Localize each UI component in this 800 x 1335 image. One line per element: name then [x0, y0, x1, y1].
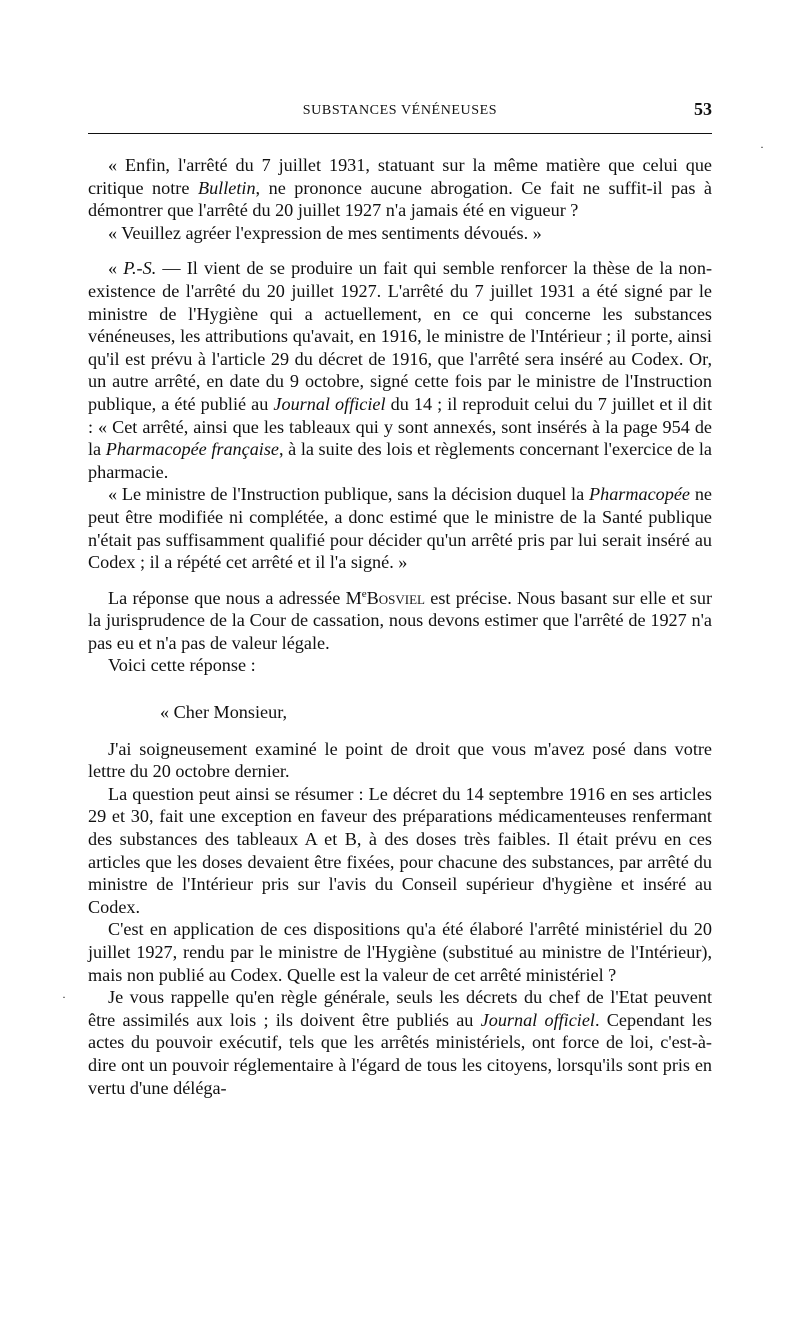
book-page	[88, 0, 712, 1099]
paragraph-6: Voici cette réponse :	[108, 655, 256, 676]
paragraph-5: La réponse que nous a adressée MeBosviel est précise. Nous basant sur elle et sur la jurisprudence de la Cour de cassation, nous devons estimer que l'arrêté de 1927 n'a pas eu et n'a pas de valeur légale.	[88, 587, 712, 653]
header-rule	[88, 133, 712, 134]
paragraph-8: J'ai soigneusement examiné le point de droit que vous m'avez posé dans votre lettre du 20 octobre dernier.	[88, 738, 712, 782]
paragraph-4: « Le ministre de l'Instruction publique, sans la décision duquel la Pharmacopée ne peut être modifiée ni complétée, a donc estimé que le ministre de la Santé publique n'était pas suffisamment qualifié pour décider qu'un arrêté pris par lui serait inséré au Codex ; il a répété cet arrêté et il l'a signé. »	[88, 484, 712, 573]
margin-dot-top: ·	[760, 140, 764, 154]
paragraph-3: « P.-S. — Il vient de se produire un fait qui semble renforcer la thèse de la non-existence de l'arrêté du 20 juillet 1927. L'arrêté du 7 juillet 1931 a été signé par le ministre de l'Hygiène qui a actuellement, en ce qui concerne les substances vénéneuses, les attributions qu'avait, en 1916, le ministre de l'Intérieur ; il porte, ainsi qu'il est prévu à l'article 29 du décret de 1916, que l'arrêté sera inséré au Codex. Or, un autre arrêté, en date du 9 octobre, signé cette fois par le ministre de l'Instruction publique, a été publié au Journal officiel du 14 ; il reproduit celui du 7 juillet et il dit : « Cet arrêté, ainsi que les tableaux qui y sont annexés, sont insérés à la page 954 de la Pharmacopée française, à la suite des lois et règlements concernant l'exercice de la pharmacie.	[88, 258, 712, 482]
running-title: SUBSTANCES VÉNÉNEUSES	[302, 103, 498, 118]
paragraph-2: « Veuillez agréer l'expression de mes sentiments dévoués. »	[108, 222, 542, 243]
letter-salutation: « Cher Monsieur,	[160, 702, 288, 723]
page-number: 53	[694, 99, 712, 119]
margin-dot-left: ·	[62, 990, 66, 1004]
paragraph-1: « Enfin, l'arrêté du 7 juillet 1931, statuant sur la même matière que celui que critique notre Bulletin, ne prononce aucune abrogation. Ce fait ne suffit-il pas à démontrer que l'arrêté du 20 juillet 1927 n'a jamais été en vigueur ?	[88, 155, 713, 221]
paragraph-10: C'est en application de ces dispositions qu'a été élaboré l'arrêté ministériel du 20 juillet 1927, rendu par le ministre de l'Hygiène (substitué au ministre de l'Intérieur), mais non publié au Codex. Quelle est la valeur de cet arrêté ministériel ?	[88, 919, 712, 985]
paragraph-9: La question peut ainsi se résumer : Le décret du 14 septembre 1916 en ses articles 29 et 30, fait une exception en faveur des préparations médicamenteuses renfermant des substances des tableaux A et B, à des doses très faibles. Il était prévu en ces articles que les doses devaient être fixées, pour chacune des substances, par arrêté du ministre de l'Intérieur pris sur l'avis du Conseil supérieur d'hygiène et inséré au Codex.	[88, 783, 712, 917]
page-header	[88, 97, 712, 137]
paragraph-11: Je vous rappelle qu'en règle générale, seuls les décrets du chef de l'Etat peuvent être assimilés aux lois ; ils doivent être publiés au Journal officiel. Cependant les actes du pouvoir exécutif, tels que les arrêtés ministériels, ont force de loi, c'est-à-dire ont un pouvoir réglementaire à l'égard de tous les citoyens, lorsqu'ils sont pris en vertu d'une déléga-	[88, 987, 712, 1098]
page-body	[88, 154, 712, 1099]
